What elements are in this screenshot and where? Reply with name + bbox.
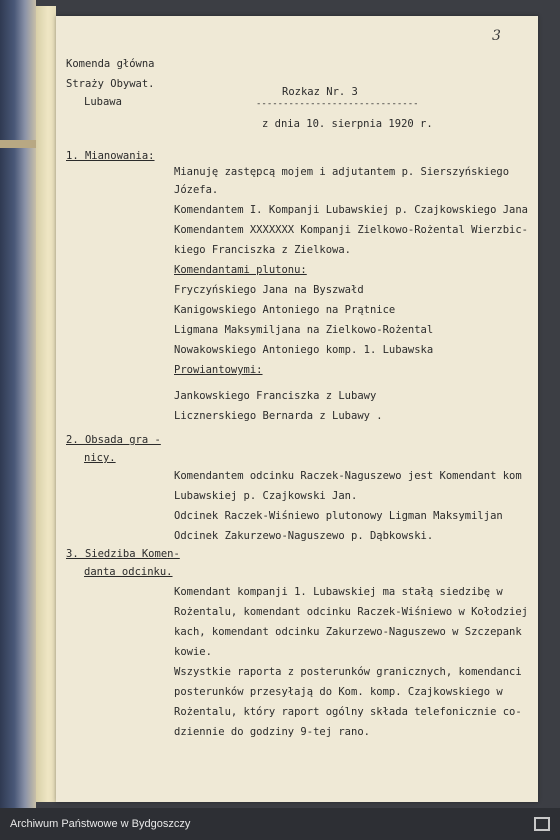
s1-line: Mianuję zastępcą mojem i adjutantem p. Sierszyńskiego (174, 166, 510, 178)
header-left-line-3: Lubawa (84, 96, 122, 108)
archive-footer (0, 808, 560, 840)
header-left-line-1: Komenda główna (66, 58, 155, 70)
s3-line: Rożentalu, komendant odcinku Raczek-Wiśniewo w Kołodziej (174, 606, 529, 618)
s1-subheading-provisions: Prowiantowymi: (174, 364, 263, 376)
s3-line: kach, komendant odcinku Zakurzewo-Naguszewo w Szczepank (174, 626, 522, 638)
s1-line: Jankowskiego Franciszka z Lubawy (174, 390, 377, 402)
s2-line: Odcinek Raczek-Wiśniewo plutonowy Ligman Maksymiljan (174, 510, 503, 522)
corner-square-icon (534, 817, 550, 831)
book-binding (0, 0, 36, 808)
s3-line: dziennie do godziny 9-tej rano. (174, 726, 370, 738)
s1-line: Kanigowskiego Antoniego na Prątnice (174, 304, 396, 316)
s1-line: Ligmana Maksymiljana na Zielkowo-Rożental (174, 324, 434, 336)
s2-line: Odcinek Zakurzewo-Naguszewo p. Dąbkowski. (174, 530, 434, 542)
s1-line: kiego Franciszka z Zielkowa. (174, 244, 352, 256)
s3-line: Komendant kompanji 1. Lubawskiej ma stałą siedzibę w (174, 586, 503, 598)
s3-line: Wszystkie raporta z posterunków granicznych, komendanci (174, 666, 522, 678)
s1-line: Licznerskiego Bernarda z Lubawy . (174, 410, 383, 422)
header-left-line-2: Straży Obywat. (66, 78, 155, 90)
page-number: 3 (492, 28, 501, 44)
s1-line: Józefa. (174, 184, 219, 196)
s3-line: kowie. (174, 646, 212, 658)
s3-line: posterunków przesyłają do Kom. komp. Czajkowskiego w (174, 686, 503, 698)
s1-subheading-platoon: Komendantami plutonu: (174, 264, 307, 276)
s2-line: Lubawskiej p. Czajkowski Jan. (174, 490, 358, 502)
s2-line: Komendantem odcinku Raczek-Naguszewo jest Komendant kom (174, 470, 522, 482)
document-page (56, 16, 538, 802)
section-3-heading: 3. Siedziba Komen- (66, 548, 180, 560)
s1-line: Komendantem XXXXXXX Kompanji Zielkowo-Rożental Wierzbic- (174, 224, 529, 236)
s1-line: Nowakowskiego Antoniego komp. 1. Lubawska (174, 344, 434, 356)
section-1-heading: 1. Mianowania: (66, 150, 155, 162)
order-title: Rozkaz Nr. 3 (282, 86, 358, 98)
s1-line: Komendantem I. Kompanji Lubawskiej p. Czajkowskiego Jana (174, 204, 529, 216)
s3-line: Rożentalu, który raport ogólny składa telefonicznie co- (174, 706, 522, 718)
s1-line: Fryczyńskiego Jana na Byszwałd (174, 284, 364, 296)
section-3-heading-cont: danta odcinku. (84, 566, 173, 578)
section-2-heading: 2. Obsada gra - (66, 434, 161, 446)
order-date: z dnia 10. sierpnia 1920 r. (262, 118, 433, 130)
title-divider: ------------------------------ (256, 99, 419, 109)
section-2-heading-cont: nicy. (84, 452, 116, 464)
archive-logo-text: Archiwum Państwowe w Bydgoszczy (10, 818, 191, 830)
page-edge (36, 6, 56, 802)
